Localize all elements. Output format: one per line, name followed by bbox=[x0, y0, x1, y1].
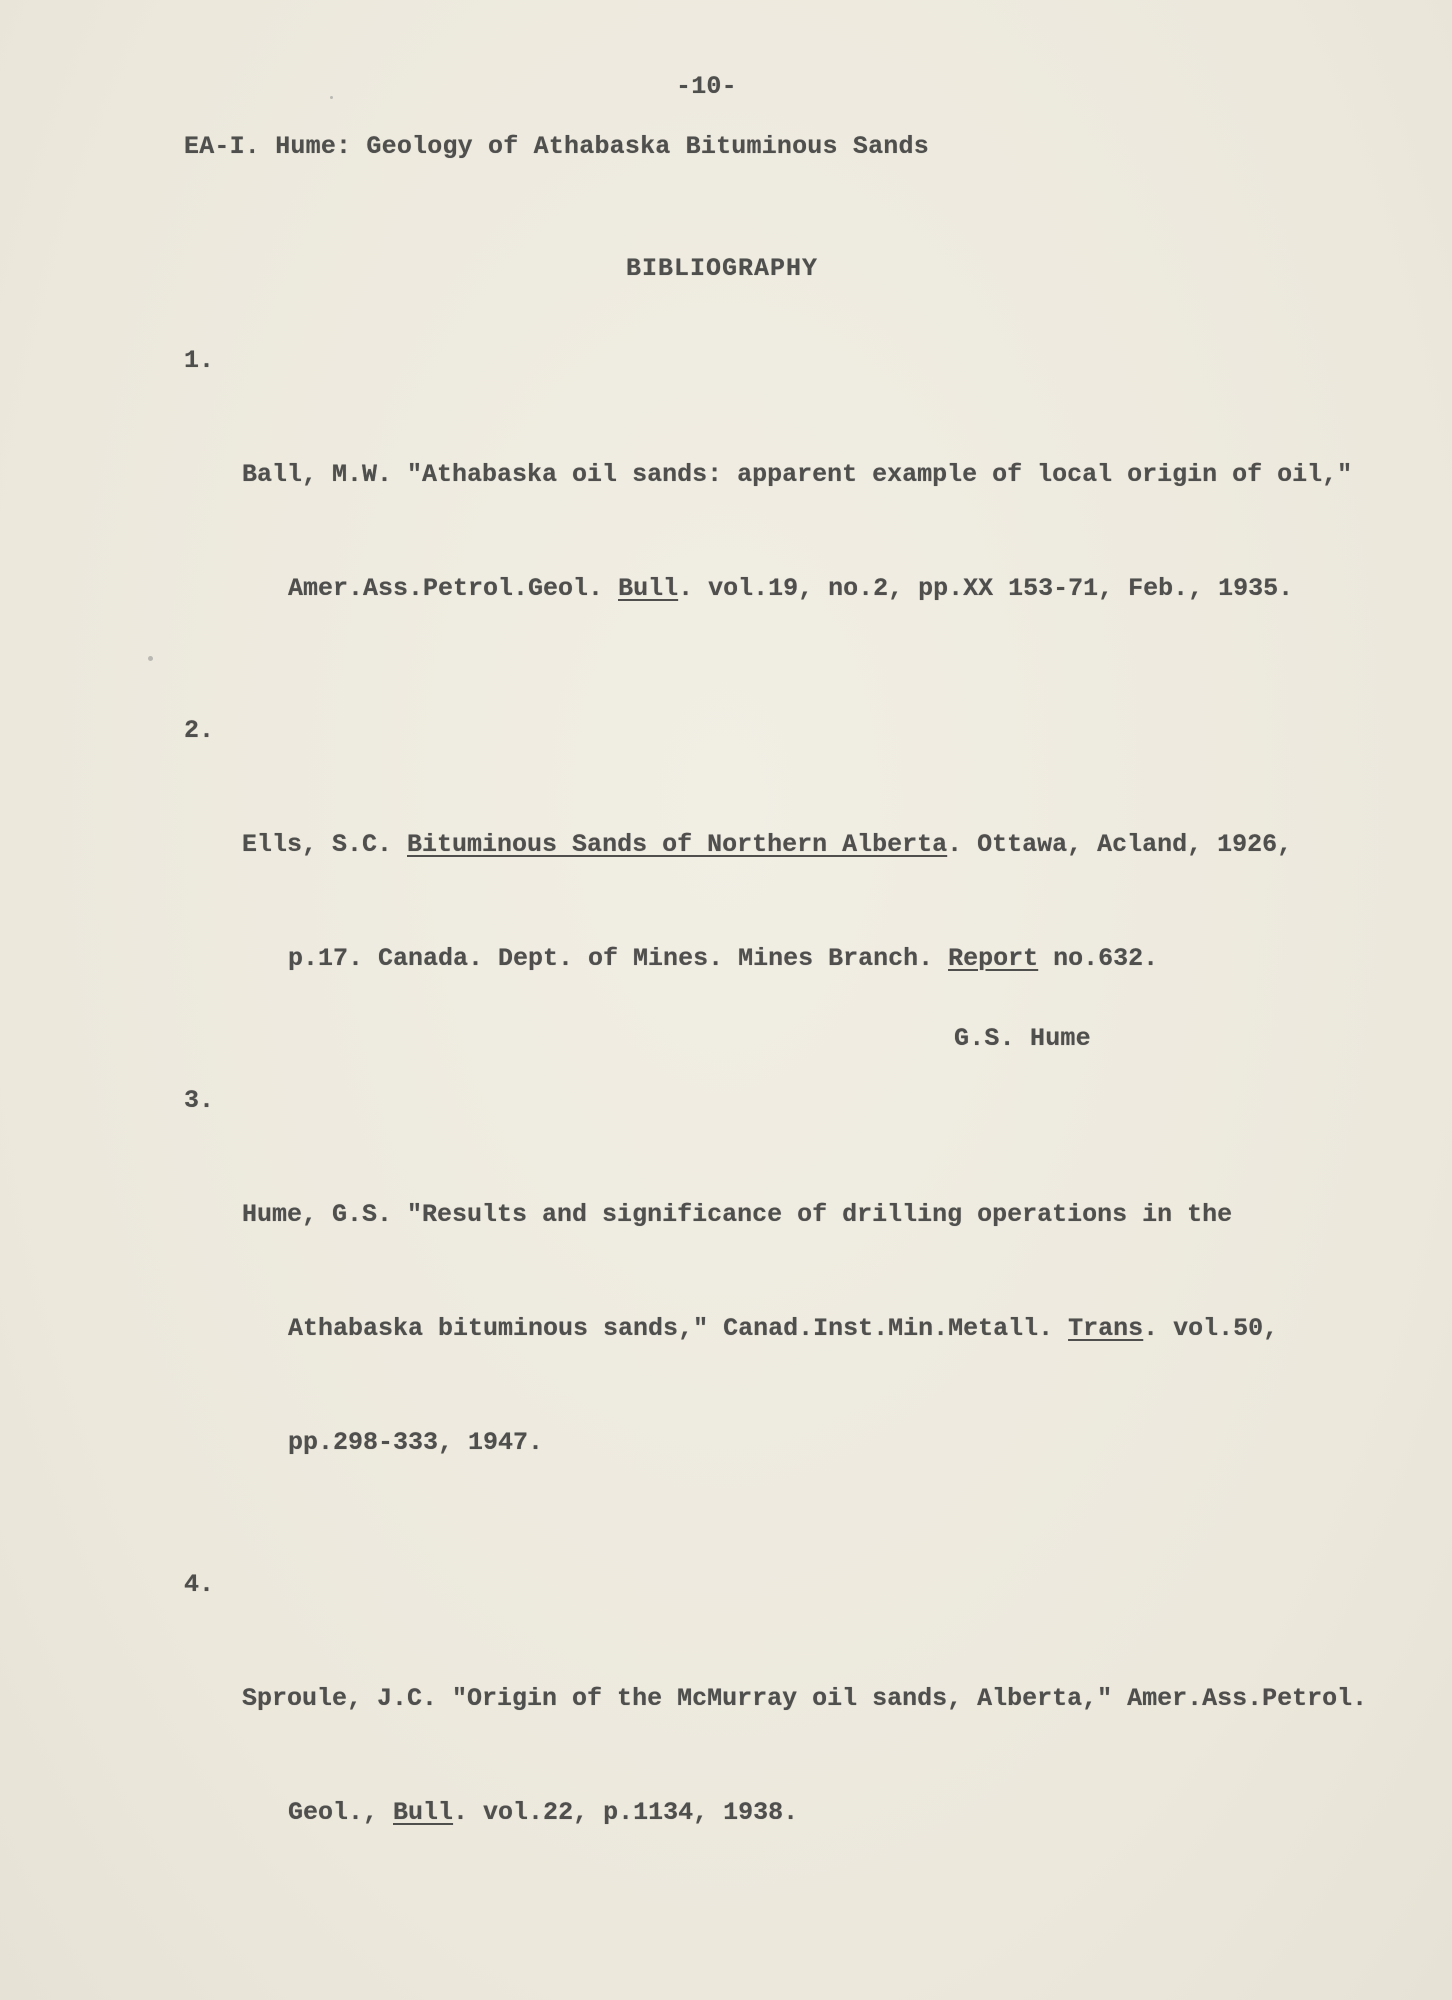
document-header: EA-I. Hume: Geology of Athabaska Bituminous Sands bbox=[184, 132, 929, 161]
paper-speck bbox=[330, 96, 333, 99]
entry-line: Hume, G.S. "Results and significance of drilling operations in the bbox=[242, 1200, 1233, 1229]
entry-text: . vol.22, p.1134, 1938. bbox=[453, 1798, 799, 1827]
entry-line: pp.298-333, 1947. bbox=[288, 1428, 544, 1457]
entry-number: 3. bbox=[184, 1086, 215, 1115]
section-title: BIBLIOGRAPHY bbox=[626, 254, 819, 283]
entry-line: Ball, M.W. "Athabaska oil sands: apparent example of local origin of oil," bbox=[242, 460, 1353, 489]
author-signature: G.S. Hume bbox=[954, 1024, 1091, 1053]
underlined-title: Trans bbox=[1068, 1314, 1144, 1343]
underlined-title: Bull bbox=[393, 1798, 454, 1827]
underlined-title: Report bbox=[948, 944, 1039, 973]
entry-line bbox=[242, 1310, 1414, 1348]
entry-number: 4. bbox=[184, 1570, 215, 1599]
underlined-title: Bituminous Sands of Northern Alberta bbox=[407, 830, 948, 859]
entry-line: Sproule, J.C. "Origin of the McMurray oil sands, Alberta," Amer.Ass.Petrol. bbox=[242, 1684, 1368, 1713]
bibliography-entry-2 bbox=[184, 712, 1414, 1054]
entry-line bbox=[242, 570, 1414, 608]
entry-text: . vol.19, no.2, pp.XX 153-71, Feb., 1935. bbox=[678, 574, 1294, 603]
entry-text: Ells, S.C. bbox=[242, 830, 408, 859]
entry-number: 1. bbox=[184, 346, 215, 375]
page-number: -10- bbox=[676, 72, 737, 101]
bibliography-entry-4 bbox=[184, 1566, 1414, 1908]
entry-text: p.17. Canada. Dept. of Mines. Mines Branch. bbox=[288, 944, 949, 973]
entry-line bbox=[242, 1794, 1414, 1832]
entry-line bbox=[242, 826, 1414, 864]
entry-text: no.632. bbox=[1038, 944, 1159, 973]
entry-line bbox=[242, 940, 1414, 978]
entry-number: 2. bbox=[184, 716, 215, 745]
paper-speck bbox=[148, 656, 153, 661]
bibliography-entry-3 bbox=[184, 1082, 1414, 1538]
bibliography-entry-1 bbox=[184, 342, 1414, 684]
entry-text: . Ottawa, Acland, 1926, bbox=[947, 830, 1293, 859]
entry-text: Amer.Ass.Petrol.Geol. bbox=[288, 574, 619, 603]
entry-text: Geol., bbox=[288, 1798, 394, 1827]
entry-text: . vol.50, bbox=[1143, 1314, 1279, 1343]
entry-text: Athabaska bituminous sands," Canad.Inst.Min.Metall. bbox=[288, 1314, 1069, 1343]
underlined-title: Bull bbox=[618, 574, 679, 603]
bibliography-list bbox=[184, 342, 1414, 1936]
